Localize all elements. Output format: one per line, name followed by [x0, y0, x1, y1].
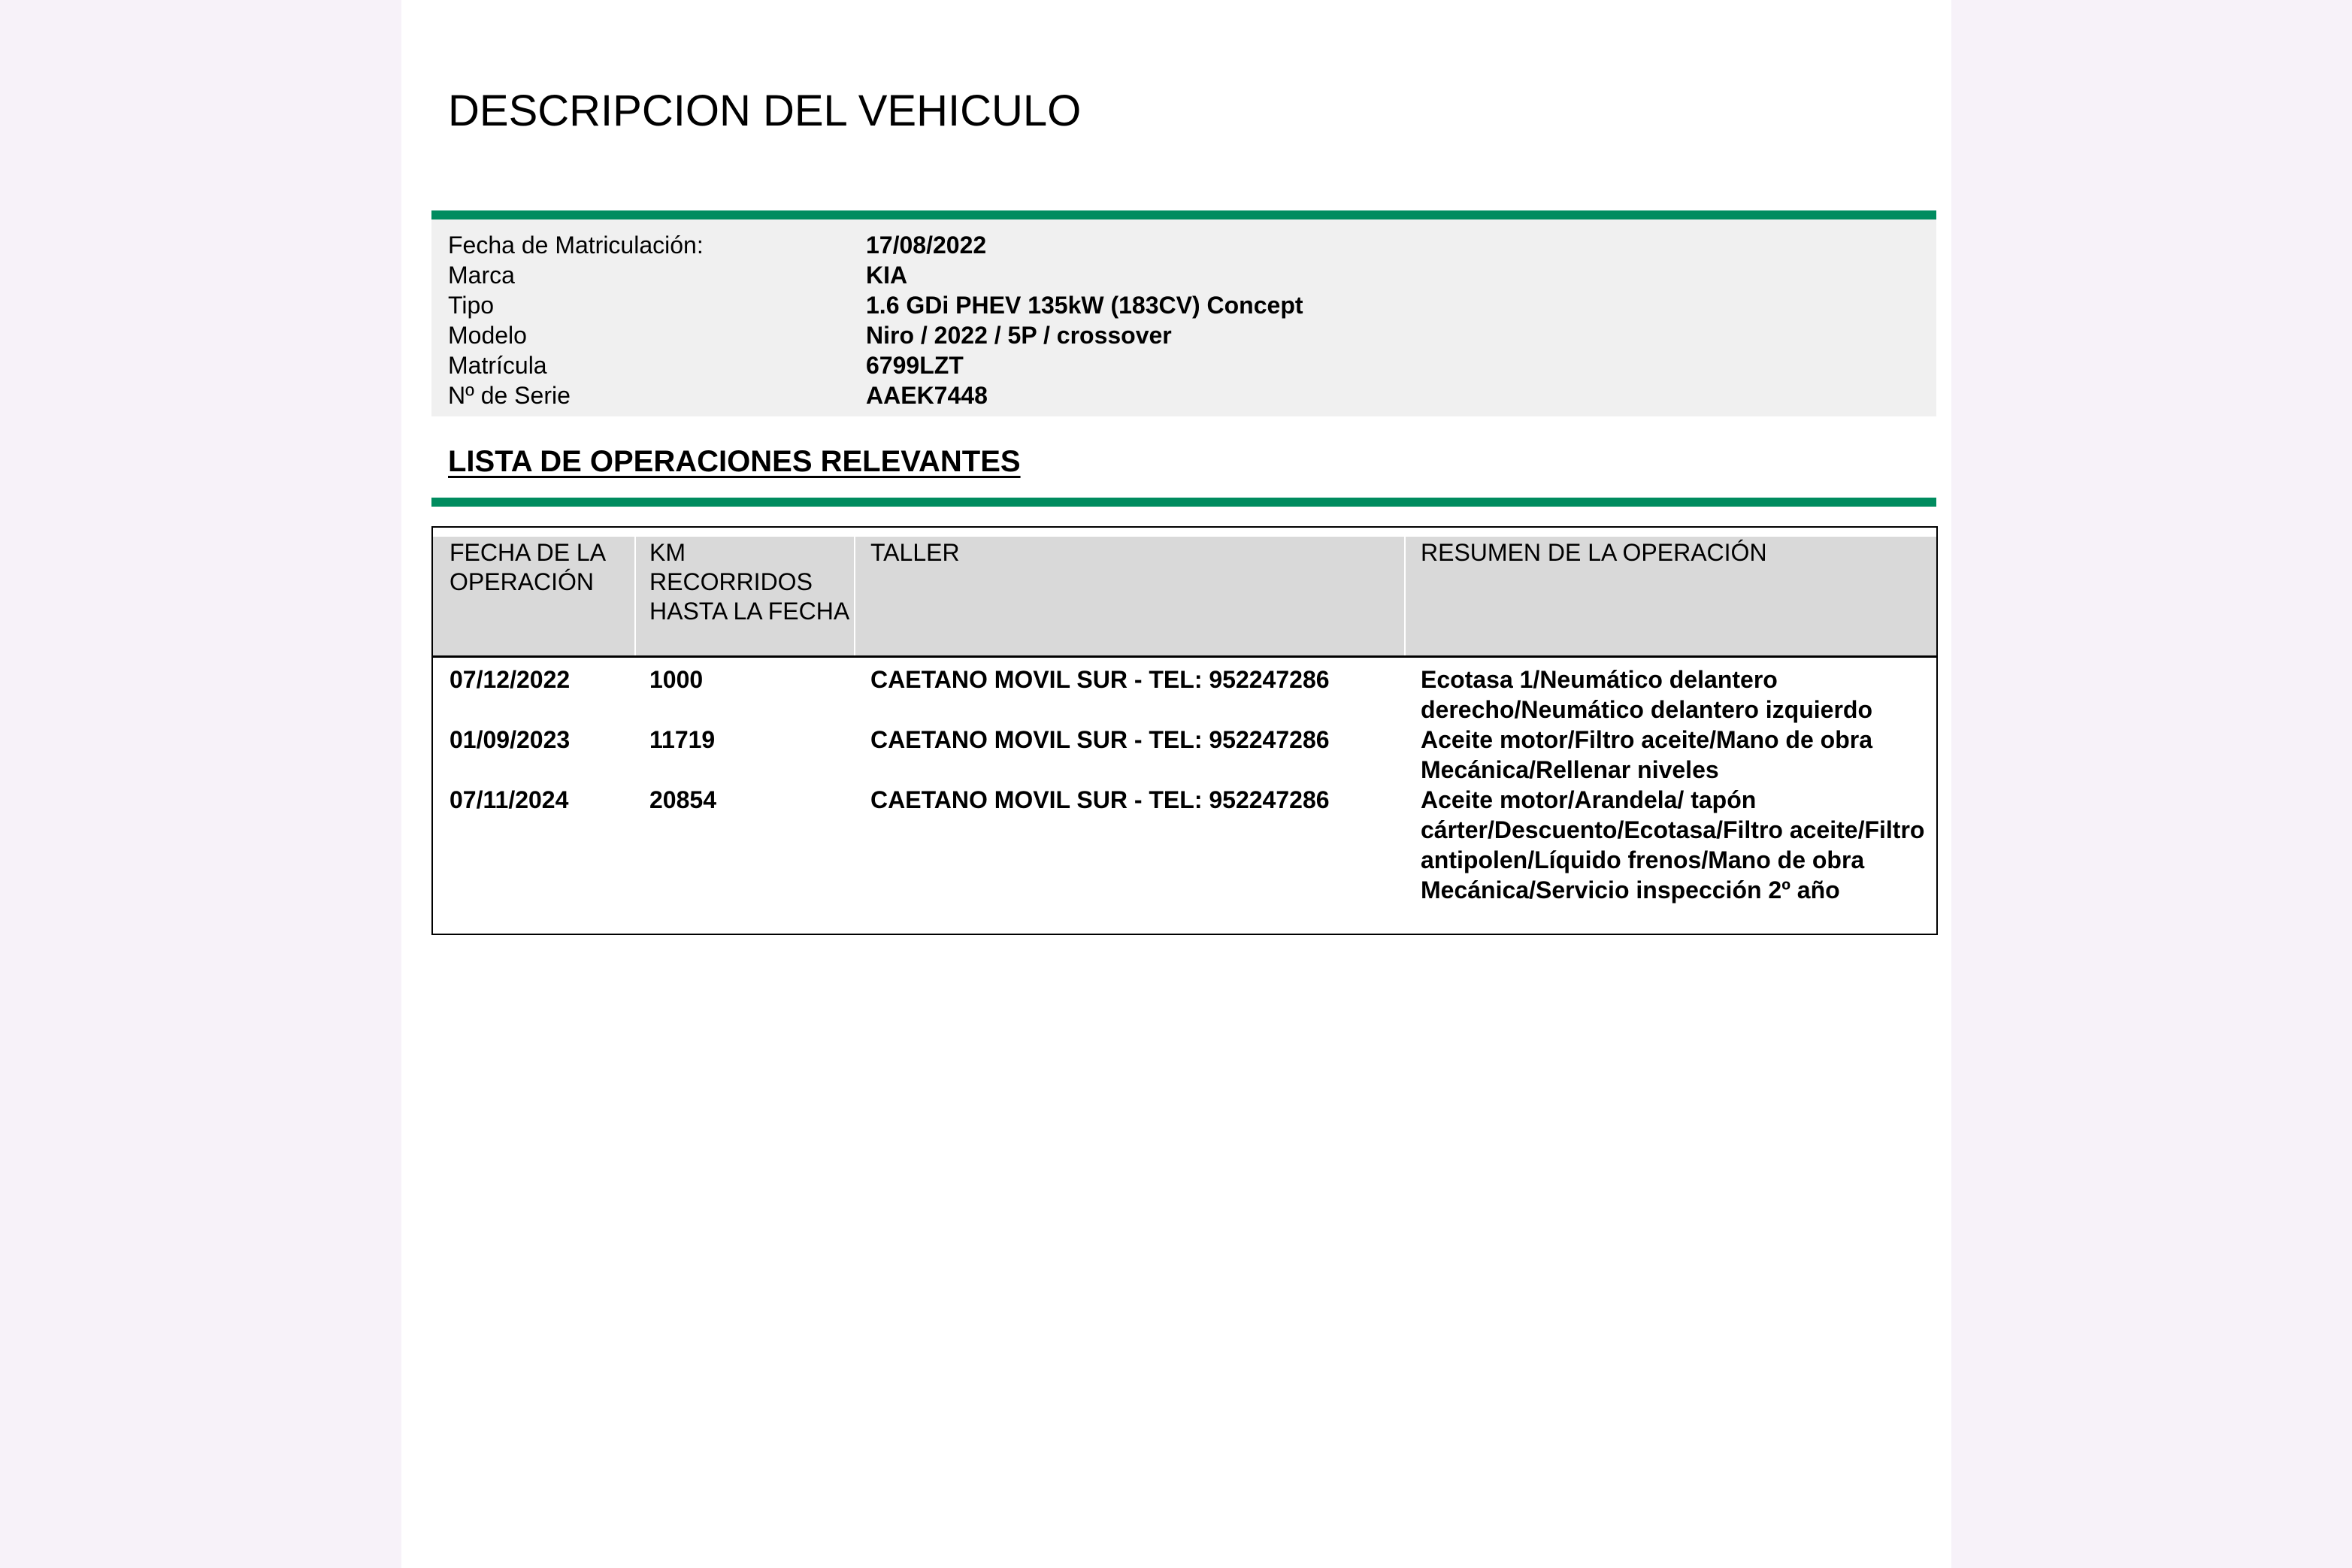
cell-workshop: CAETANO MOVIL SUR - TEL: 952247286 — [870, 666, 1330, 693]
detail-value: AAEK7448 — [866, 382, 988, 409]
cell-date: 07/11/2024 — [450, 786, 569, 813]
detail-label: Nº de Serie — [448, 382, 571, 409]
header-km: KM RECORRIDOS HASTA LA FECHA — [649, 539, 850, 625]
page-title: DESCRIPCION DEL VEHICULO — [448, 86, 1082, 135]
document-page — [401, 0, 1951, 1568]
header-summary: RESUMEN DE LA OPERACIÓN — [1421, 539, 1767, 566]
cell-workshop: CAETANO MOVIL SUR - TEL: 952247286 — [870, 726, 1330, 753]
detail-value: KIA — [866, 262, 908, 289]
header-date: FECHA DE LA OPERACIÓN — [450, 539, 605, 595]
cell-date: 01/09/2023 — [450, 726, 571, 753]
detail-value: Niro / 2022 / 5P / crossover — [866, 322, 1172, 349]
cell-summary: Aceite motor/Filtro aceite/Mano de obra Mecánica/Rellenar niveles — [1421, 726, 1872, 783]
detail-row-brand — [448, 260, 1921, 290]
detail-row-model — [448, 320, 1921, 350]
cell-km: 20854 — [649, 786, 716, 813]
detail-label: Matrícula — [448, 352, 547, 379]
header-workshop: TALLER — [870, 539, 960, 566]
detail-label: Modelo — [448, 322, 527, 349]
detail-row-registration-date — [448, 230, 1921, 260]
cell-km: 11719 — [649, 726, 716, 753]
detail-label: Marca — [448, 262, 515, 289]
section-divider — [431, 210, 1936, 219]
detail-row-plate — [448, 350, 1921, 380]
vehicle-details — [431, 219, 1936, 416]
detail-value: 17/08/2022 — [866, 232, 987, 259]
detail-value: 1.6 GDi PHEV 135kW (183CV) Concept — [866, 292, 1303, 319]
cell-summary: Aceite motor/Arandela/ tapón cárter/Descuento/Ecotasa/Filtro aceite/Filtro antipolen/Líquido frenos/Mano de obra Mecánica/Servicio inspección 2º año — [1421, 786, 1925, 904]
cell-km: 1000 — [649, 666, 704, 693]
detail-row-serial — [448, 380, 1921, 410]
operations-title: LISTA DE OPERACIONES RELEVANTES — [448, 445, 1021, 478]
detail-value: 6799LZT — [866, 352, 964, 379]
cell-workshop: CAETANO MOVIL SUR - TEL: 952247286 — [870, 786, 1330, 813]
cell-summary: Ecotasa 1/Neumático delantero derecho/Neumático delantero izquierdo — [1421, 666, 1872, 723]
table-header — [433, 528, 1936, 655]
detail-label: Tipo — [448, 292, 495, 319]
detail-row-type — [448, 290, 1921, 320]
header-rule — [433, 655, 1936, 658]
section-divider — [431, 498, 1936, 507]
cell-date: 07/12/2022 — [450, 666, 571, 693]
operations-table — [431, 526, 1938, 935]
detail-label: Fecha de Matriculación: — [448, 232, 704, 259]
